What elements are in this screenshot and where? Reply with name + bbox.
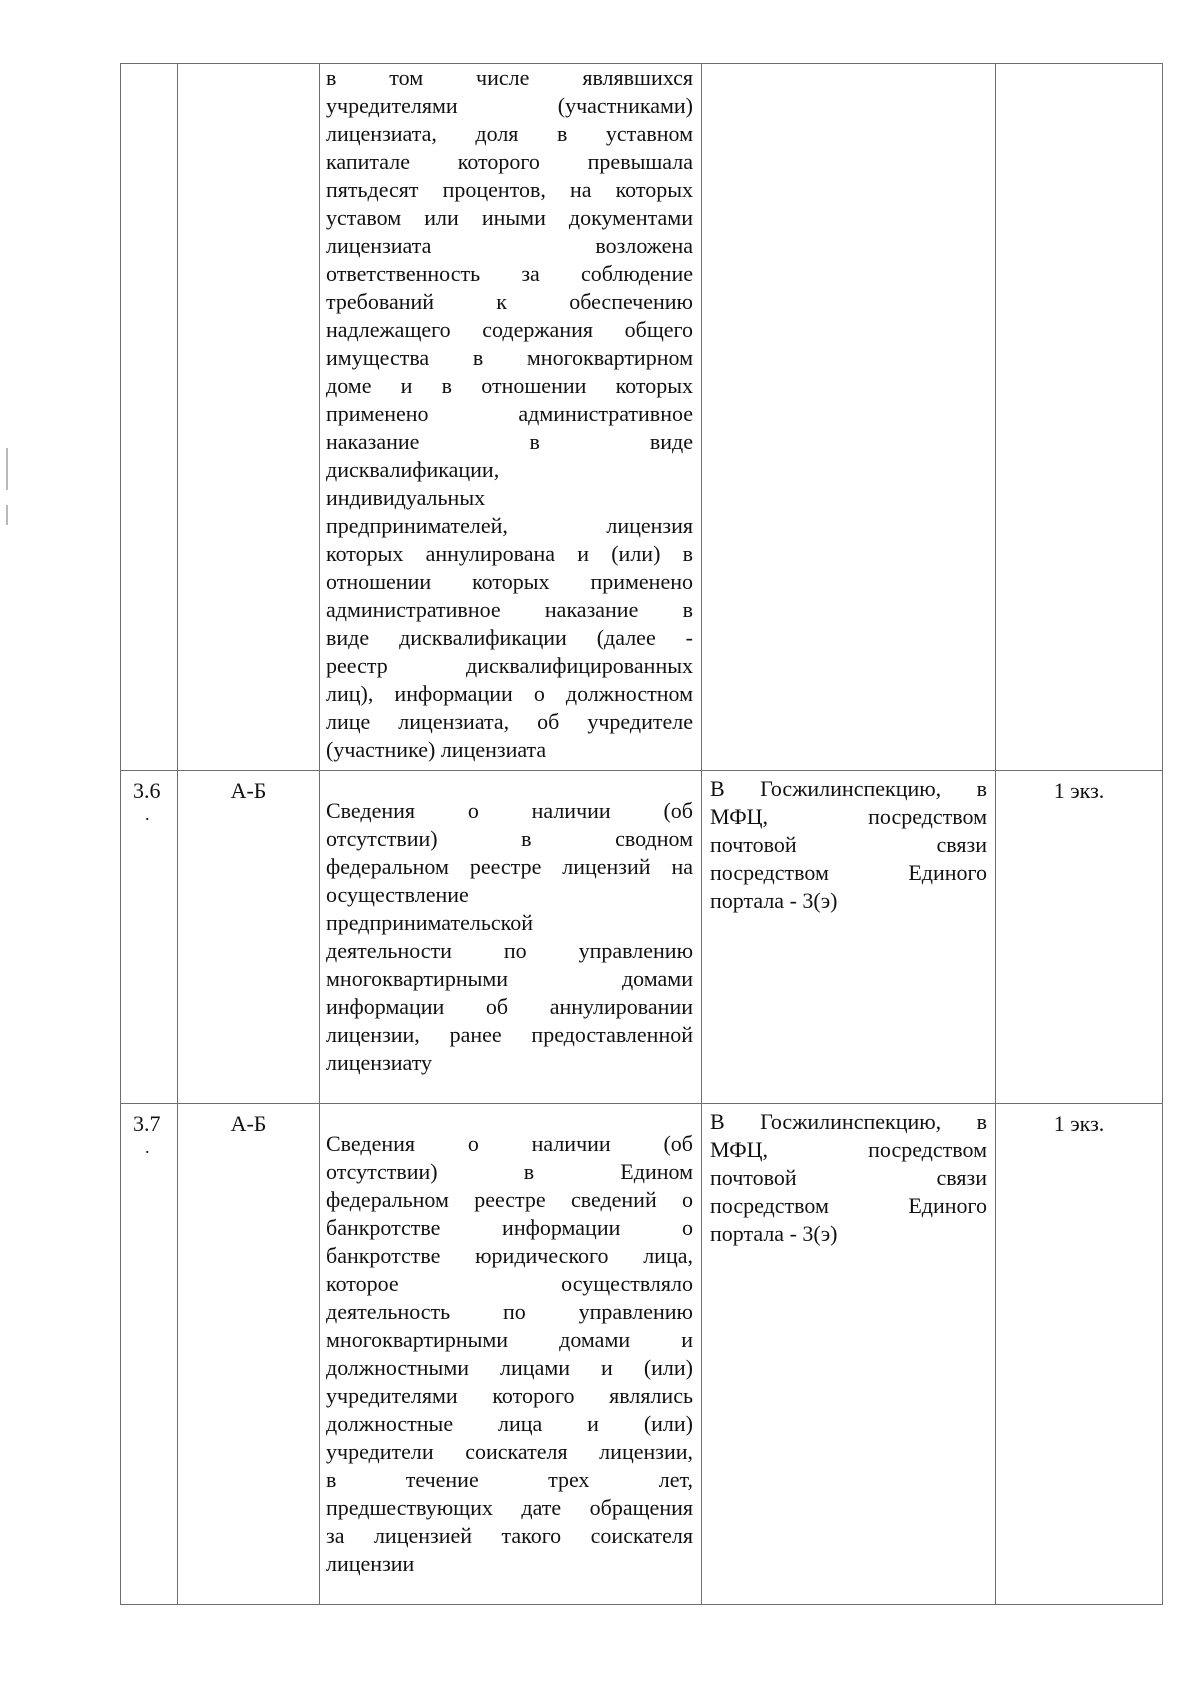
text-line: МФЦ, посредством (710, 804, 987, 829)
scan-artifact (6, 448, 8, 490)
text-line: лицензиату (326, 1050, 433, 1075)
row-code-cell (178, 1104, 320, 1605)
document-description-cell (320, 1104, 702, 1605)
text-line: учредителями (участниками) (326, 93, 693, 118)
text-line: отсутствии) в Едином (326, 1159, 693, 1184)
text-line: Сведения о наличии (об (326, 798, 693, 823)
text-line: лиц), информации о должностном (326, 681, 693, 706)
text-line: реестр дисквалифицированных (326, 653, 693, 678)
text-line: применено административное (326, 401, 693, 426)
submission-place-cell (702, 64, 996, 771)
text-line: почтовой связи (710, 832, 987, 857)
text-line: в течение трех лет, (326, 1467, 693, 1492)
text-line: виде дисквалификации (далее - (326, 625, 693, 650)
text-line: надлежащего содержания общего (326, 317, 693, 342)
text-line: ответственность за соблюдение (326, 261, 693, 286)
text-line: предпринимательской (326, 910, 534, 935)
text-line: лице лицензиата, об учредителе (326, 709, 693, 734)
text-line: деятельности по управлению (326, 938, 693, 963)
table-row (121, 1104, 1163, 1605)
text-line: дисквалификации, (326, 457, 500, 482)
text-line: отношении которых применено (326, 569, 693, 594)
row-code-cell (178, 771, 320, 1104)
text-line: почтовой связи (710, 1165, 987, 1190)
copies-cell (996, 64, 1163, 771)
text-line: лицензиата возложена (326, 233, 693, 258)
row-number-cell (121, 64, 178, 771)
table-row (121, 64, 1163, 771)
text-line: индивидуальных (326, 485, 486, 510)
text-line: которое осуществляло (326, 1271, 693, 1296)
copies-count: 1 экз. (1053, 1111, 1105, 1136)
text-line: банкротстве юридического лица, (326, 1243, 693, 1268)
copies-cell (996, 771, 1163, 1104)
text-line: предпринимателей, лицензия (326, 513, 693, 538)
document-description-cell (320, 771, 702, 1104)
text-line: В Госжилинспекцию, в (710, 776, 987, 801)
text-line: отсутствии) в сводном (326, 826, 693, 851)
document-description-cell (320, 64, 702, 771)
text-line: информации об аннулировании (326, 994, 693, 1019)
text-line: (участнике) лицензиата (326, 737, 547, 762)
table-row (121, 771, 1163, 1104)
text-line: лицензии, ранее предоставленной (326, 1022, 693, 1047)
text-line: посредством Единого (710, 1193, 987, 1218)
table-body (121, 64, 1163, 1605)
copies-count: 1 экз. (1053, 778, 1105, 803)
text-line: федеральном реестре сведений о (326, 1187, 693, 1212)
text-line: учредители соискателя лицензии, (326, 1439, 693, 1464)
text-line: наказание в виде (326, 429, 693, 454)
text-line: многоквартирными домами (326, 966, 693, 991)
text-line: многоквартирными домами и (326, 1327, 693, 1352)
text-line: за лицензией такого соискателя (326, 1523, 693, 1548)
text-line: осуществление (326, 882, 469, 907)
text-line: требований к обеспечению (326, 289, 693, 314)
text-line: МФЦ, посредством (710, 1137, 987, 1162)
text-line: предшествующих дате обращения (326, 1495, 693, 1520)
row-number-dot: . (145, 1137, 150, 1157)
text-line: портала - 3(э) (710, 888, 838, 913)
text-line: учредителями которого являлись (326, 1383, 693, 1408)
row-number-cell (121, 1104, 178, 1605)
row-number-cell (121, 771, 178, 1104)
text-line: имущества в многоквартирном (326, 345, 693, 370)
text-line: должностными лицами и (или) (326, 1355, 693, 1380)
text-line: В Госжилинспекцию, в (710, 1109, 987, 1134)
text-line: административное наказание в (326, 597, 693, 622)
text-line: деятельность по управлению (326, 1299, 693, 1324)
text-line: банкротстве информации о (326, 1215, 693, 1240)
row-number: 3.6 (133, 778, 161, 803)
text-line: лицензиата, доля в уставном (326, 121, 693, 146)
submission-place-cell (702, 1104, 996, 1605)
row-number: 3.7 (133, 1111, 161, 1136)
text-line: портала - 3(э) (710, 1221, 838, 1246)
text-line: Сведения о наличии (об (326, 1131, 693, 1156)
row-code-cell (178, 64, 320, 771)
submission-place-cell (702, 771, 996, 1104)
text-line: лицензии (326, 1551, 415, 1576)
text-line: доме и в отношении которых (326, 373, 693, 398)
text-line: посредством Единого (710, 860, 987, 885)
text-line: капитале которого превышала (326, 149, 693, 174)
text-line: которых аннулирована и (или) в (326, 541, 693, 566)
scan-artifact (6, 505, 8, 525)
row-number-dot: . (145, 804, 150, 824)
text-line: в том числе являвшихся (326, 65, 693, 90)
row-code: А-Б (230, 1111, 267, 1136)
text-line: уставом или иными документами (326, 205, 693, 230)
requirements-table (120, 63, 1163, 1605)
text-line: федеральном реестре лицензий на (326, 854, 693, 879)
copies-cell (996, 1104, 1163, 1605)
text-line: пятьдесят процентов, на которых (326, 177, 693, 202)
row-code: А-Б (230, 778, 267, 803)
text-line: должностные лица и (или) (326, 1411, 693, 1436)
